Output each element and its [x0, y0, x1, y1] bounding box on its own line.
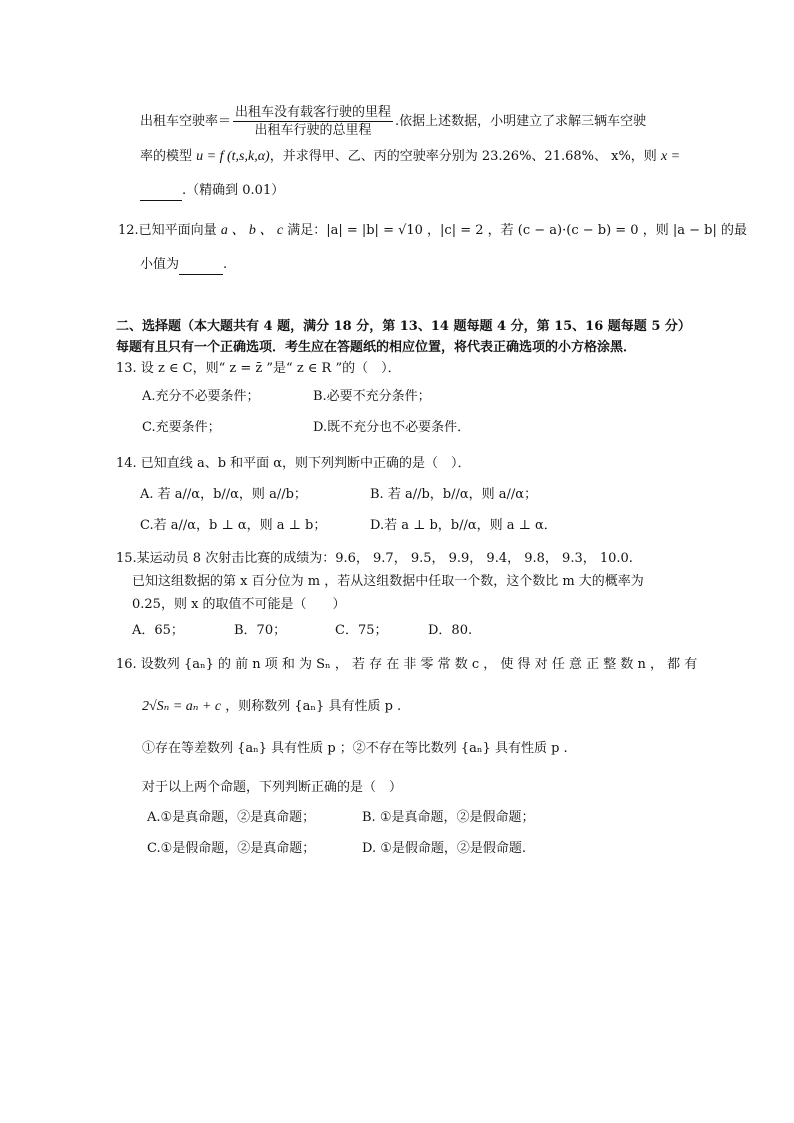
q11-model-formula: u = f (t,s,k,α): [196, 149, 270, 164]
q11-line2-pre: 率的模型: [140, 149, 193, 164]
q11-precision-note: .（精确到 0.01）: [182, 183, 285, 198]
q12-answer-line: 小值为 .: [140, 256, 227, 275]
q15-line3: 0.25，则 x 的取值不可能是（ ）: [132, 597, 346, 612]
q11-answer-line: [140, 182, 284, 201]
q16-option-c[interactable]: C.①是假命题，②是真命题；: [147, 841, 316, 856]
q16-option-b[interactable]: B. ①是真命题，②是假命题；: [362, 810, 535, 825]
section2-heading: 二、选择题（本大题共有 4 题，满分 18 分，第 13、14 题每题 4 分，第 15、16 题每题 5 分）: [116, 319, 691, 334]
q12-prefix: 12.已知平面向量: [118, 223, 217, 238]
q11-fraction: [233, 104, 393, 139]
q12-condition: 满足：|a| = |b| = √10 ，|c| = 2 ，若 (c − a)·(c − b) = 0 ，则 |a − b| 的最: [287, 223, 747, 238]
q16-line3: ①存在等差数列 {aₙ} 具有性质 p ；②不存在等比数列 {aₙ} 具有性质 p .: [142, 741, 568, 756]
q15-line2: 已知这组数据的第 x 百分位为 m ，若从这组数据中任取一个数，这个数比 m 大的概率为: [132, 574, 644, 589]
q14-option-a[interactable]: A. 若 a//α，b//α，则 a//b；: [140, 487, 307, 502]
q16-line1: 16. 设数列 {aₙ} 的 前 n 项 和 为 Sₙ ， 若 存 在 非 零 常 数 c ， 使 得 对 任 意 正 整 数 n ， 都 有: [116, 657, 698, 672]
q15-option-c[interactable]: C．75；: [335, 623, 388, 638]
q11-x-var: x =: [660, 149, 681, 164]
q16-formula: 2√Sₙ = aₙ + c: [142, 699, 222, 714]
q13-option-b[interactable]: B.必要不充分条件；: [313, 389, 431, 404]
q16-option-d[interactable]: D. ①是假命题，②是假命题.: [362, 841, 527, 856]
q15-option-a[interactable]: A．65；: [132, 623, 184, 638]
q11-lead: 出租车空驶率＝: [140, 114, 232, 129]
q16-line2: [142, 698, 401, 716]
section2-note: 每题有且只有一个正确选项．考生应在答题纸的相应位置，将代表正确选项的小方格涂黑．: [116, 340, 637, 355]
q13-option-a[interactable]: A.充分不必要条件；: [142, 389, 260, 404]
q14-option-c[interactable]: C.若 a//α，b ⊥ α，则 a ⊥ b；: [140, 518, 327, 533]
q11-fraction-denominator: 出租车行驶的总里程: [254, 123, 372, 138]
q14-stem: 14. 已知直线 a、b 和平面 α，则下列判断中正确的是（ ）．: [116, 456, 471, 471]
q15-option-d[interactable]: D．80.: [428, 623, 473, 638]
q11-after-fraction: .依据上述数据，小明建立了求解三辆车空驶: [395, 114, 647, 129]
q14-option-d[interactable]: D.若 a ⊥ b，b//α，则 a ⊥ α．: [370, 518, 557, 533]
q11-line2-post: ，并求得甲、乙、丙的空驶率分别为 23.26%、21.68%、 x%，则: [269, 149, 657, 164]
q15-line1: 15.某运动员 8 次射击比赛的成绩为：9.6， 9.7， 9.5， 9.9， 9.4， 9.8， 9.3， 10.0.: [116, 551, 633, 566]
q11-fraction-numerator: 出租车没有载客行驶的里程: [235, 105, 392, 120]
q13-option-d[interactable]: D.既不充分也不必要条件．: [313, 420, 471, 435]
q14-option-b[interactable]: B. 若 a//b，b//α，则 a//α；: [370, 487, 538, 502]
q11-ratio-line: [140, 104, 646, 139]
q11-answer-blank[interactable]: [140, 182, 182, 201]
q16-line4: 对于以上两个命题，下列判断正确的是（ ）: [142, 780, 403, 795]
q12-stem-line: [118, 222, 747, 240]
q12-vectors: a 、 b 、 c: [220, 223, 284, 238]
q15-option-b[interactable]: B．70；: [234, 623, 287, 638]
q11-model-line: [140, 148, 680, 166]
q13-stem: 13. 设 z ∈ C，则“ z = z̄ ”是“ z ∈ R ”的（ ）．: [116, 361, 401, 376]
q16-option-a[interactable]: A.①是真命题，②是真命题；: [147, 810, 316, 825]
q12-answer-blank[interactable]: [179, 256, 223, 275]
q13-option-c[interactable]: C.充要条件；: [142, 420, 221, 435]
q16-line2-post: ，则称数列 {aₙ} 具有性质 p .: [225, 699, 402, 714]
q12-line2: 小值为: [140, 257, 180, 272]
